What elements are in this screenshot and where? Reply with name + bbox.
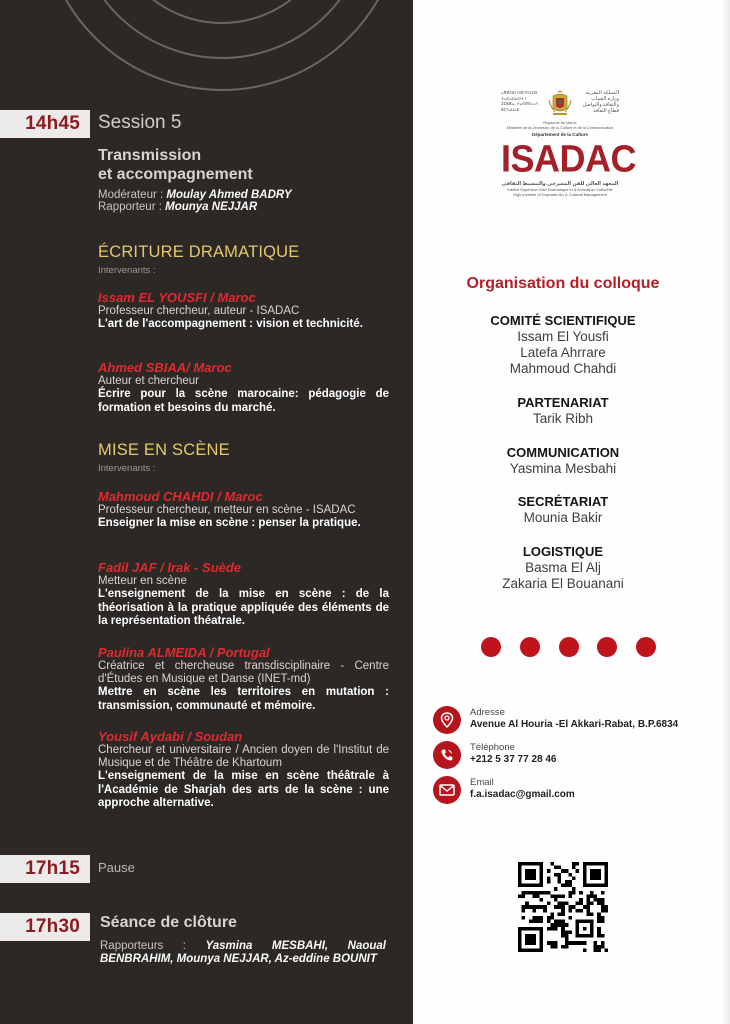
speaker-role: Metteur en scène — [98, 575, 187, 587]
speaker-name: Ahmed SBIAA/ Maroc — [98, 360, 232, 375]
speaker-role: Chercheur et universitaire / Ancien doyen de l'Institut de Musique et de Théâtre de Khartoum — [98, 744, 389, 769]
logo-subtitle-en: High Institute of Dramatic Art & Cultural Management — [512, 192, 608, 197]
organisation-title: Organisation du colloque — [466, 275, 660, 292]
session-title-line2: et accompagnement — [98, 166, 253, 183]
royal-emblem-icon — [547, 88, 573, 118]
dot — [597, 637, 617, 657]
speaker-role: Professeur chercheur, auteur - ISADAC — [98, 305, 300, 317]
contact-value: f.a.isadac@gmail.com — [470, 789, 575, 800]
speaker-talk: Écrire pour la scène marocaine: pédagogie de formation et besoins du marché. — [98, 388, 389, 414]
org-heading: COMITÉ SCIENTIFIQUE — [490, 313, 636, 328]
speaker-item — [98, 645, 389, 713]
contact-label: Email — [470, 777, 494, 788]
contact-value: Avenue Al Houria -El Akkari-Rabat, B.P.6834 — [470, 719, 679, 730]
org-group-comite — [413, 313, 713, 377]
logo-subtitle — [501, 182, 619, 197]
speaker-item — [98, 360, 389, 415]
closing-title: Séance de clôture — [100, 914, 237, 931]
rapporteurs-names: Yasmina MESBAHI, Naoual BENBRAHIM, Mounya NEJJAR, Az-eddine BOUNIT — [100, 940, 386, 965]
org-heading: COMMUNICATION — [506, 445, 620, 460]
org-group-partenariat — [413, 395, 713, 427]
pause-label: Pause — [98, 860, 135, 875]
contact-value: +212 5 37 77 28 46 — [470, 754, 557, 765]
qr-code[interactable] — [518, 862, 608, 952]
speaker-name: Yousif Aydabi / Soudan — [98, 729, 243, 744]
contact-phone — [433, 741, 723, 771]
dot — [520, 637, 540, 657]
logo-subtitle-fr: Institut Supérieur d'Art Dramatique et d'Animation Culturelle — [507, 187, 613, 192]
speaker-role: Professeur chercheur, metteur en scène - ISADAC — [98, 504, 356, 516]
org-member: Basma El Alj — [525, 560, 601, 575]
logo-department: Département de la Culture — [531, 132, 588, 137]
org-member: Issam El Yousfi — [517, 329, 609, 344]
rapporteur-name: Mounya NEJJAR — [165, 201, 258, 213]
org-member: Mounia Bakir — [523, 510, 603, 525]
contact-email — [433, 776, 723, 806]
org-heading: PARTENARIAT — [517, 395, 609, 410]
org-group-logistique — [413, 544, 713, 592]
speaker-talk: Enseigner la mise en scène : penser la pratique. — [98, 517, 361, 529]
section-sub-mise-en-scene: Intervenants : — [98, 463, 156, 474]
time-badge-pause: 17h15 — [0, 855, 90, 883]
org-member: Tarik Ribh — [532, 411, 594, 426]
org-heading: LOGISTIQUE — [522, 544, 604, 559]
speaker-talk: L'art de l'accompagnement : vision et technicité. — [98, 318, 363, 330]
session-label: Session 5 — [98, 112, 182, 133]
org-member: Yasmina Mesbahi — [509, 461, 617, 476]
speaker-item — [98, 489, 389, 531]
org-member: Mahmoud Chahdi — [509, 361, 617, 376]
time-badge-closing: 17h30 — [0, 913, 90, 941]
speaker-role: Créatrice et chercheuse transdisciplinaire - Centre d'Études en Musique et Danse (INET-md) — [98, 660, 389, 685]
closing-rapporteurs — [100, 940, 386, 966]
speaker-talk: L'enseignement de la mise en scène : de la théorisation à la pratique appliquée des éléments de la représentation théatrale. — [98, 588, 389, 627]
dot — [559, 637, 579, 657]
speaker-talk: L'enseignement de la mise en scène théâtrale à l'Académie de Sharjah des arts de la scène : une approche alternative. — [98, 770, 389, 809]
organisation-panel — [413, 0, 730, 1024]
speaker-name: Issam EL YOUSFI / Maroc — [98, 290, 256, 305]
org-group-secretariat — [413, 494, 713, 526]
decorative-dots — [481, 637, 656, 659]
logo-tifinagh-text: ⴰⴳⵍⴷⵓⵏ ⵏ ⵍⵎⵖⵔⵉⴱ ⵜⴰⵎⴰⵡⴰⵙⵜ ⵏ ⵉⵎⵓⵥⴰ, ⵜⴰⴷⵍⵙⴰ ⴷ ⵓⵎⵢⴰⵡⴰⴹ — [501, 90, 538, 112]
session-title — [98, 146, 253, 184]
session-roles — [98, 189, 292, 213]
location-pin-icon — [433, 706, 461, 734]
logo-arabic-text: المملكة المغربية وزارة الشباب والثقافة والتواصل قطاع الثقافة — [582, 90, 619, 114]
speaker-talk: Mettre en scène les territoires en mutation : transmission, communauté et mémoire. — [98, 686, 389, 712]
speaker-item — [98, 560, 389, 629]
contact-label: Adresse — [470, 707, 505, 718]
speaker-role: Auteur et chercheur — [98, 375, 200, 387]
contact-address — [433, 706, 723, 736]
org-heading: SECRÉTARIAT — [517, 494, 609, 509]
org-member: Zakaria El Bouanani — [502, 576, 624, 591]
dot — [481, 637, 501, 657]
speaker-name: Paulina ALMEIDA / Portugal — [98, 645, 270, 660]
rapporteurs-label: Rapporteurs : — [100, 940, 206, 952]
session-title-line1: Transmission — [98, 147, 202, 164]
logo-kingdom: Royaume du Maroc — [543, 121, 577, 125]
logo-kingdom-ministry — [501, 121, 619, 131]
phone-icon — [433, 741, 461, 769]
section-title-mise-en-scene: MISE EN SCÈNE — [98, 441, 230, 459]
logo-ministry: Ministère de la Jeunesse, de la Culture et de la Communication — [506, 126, 614, 130]
page-edge-shadow — [722, 0, 730, 1024]
org-member: Latefa Ahrrare — [520, 345, 606, 360]
section-title-ecriture: ÉCRITURE DRAMATIQUE — [98, 243, 300, 261]
speaker-name: Mahmoud CHAHDI / Maroc — [98, 489, 263, 504]
dot — [636, 637, 656, 657]
contact-label: Téléphone — [470, 742, 515, 753]
logo-brand: ISADAC — [501, 136, 637, 180]
moderator-name: Moulay Ahmed BADRY — [166, 189, 292, 201]
speaker-item — [98, 729, 389, 811]
speaker-item — [98, 290, 389, 332]
speaker-name: Fadil JAF / Irak - Suède — [98, 560, 242, 575]
section-sub-ecriture: Intervenants : — [98, 265, 156, 276]
org-group-communication — [413, 445, 713, 477]
isadac-logo — [501, 88, 637, 212]
logo-subtitle-ar: المعهد العالي للفن المسرحي والتنشيط الثقافي — [501, 181, 619, 187]
rapporteur-label: Rapporteur : — [98, 201, 166, 213]
time-badge-session5: 14h45 — [0, 110, 90, 138]
decorative-rings — [0, 0, 413, 100]
envelope-icon — [433, 776, 461, 804]
moderator-label: Modérateur : — [98, 189, 167, 201]
